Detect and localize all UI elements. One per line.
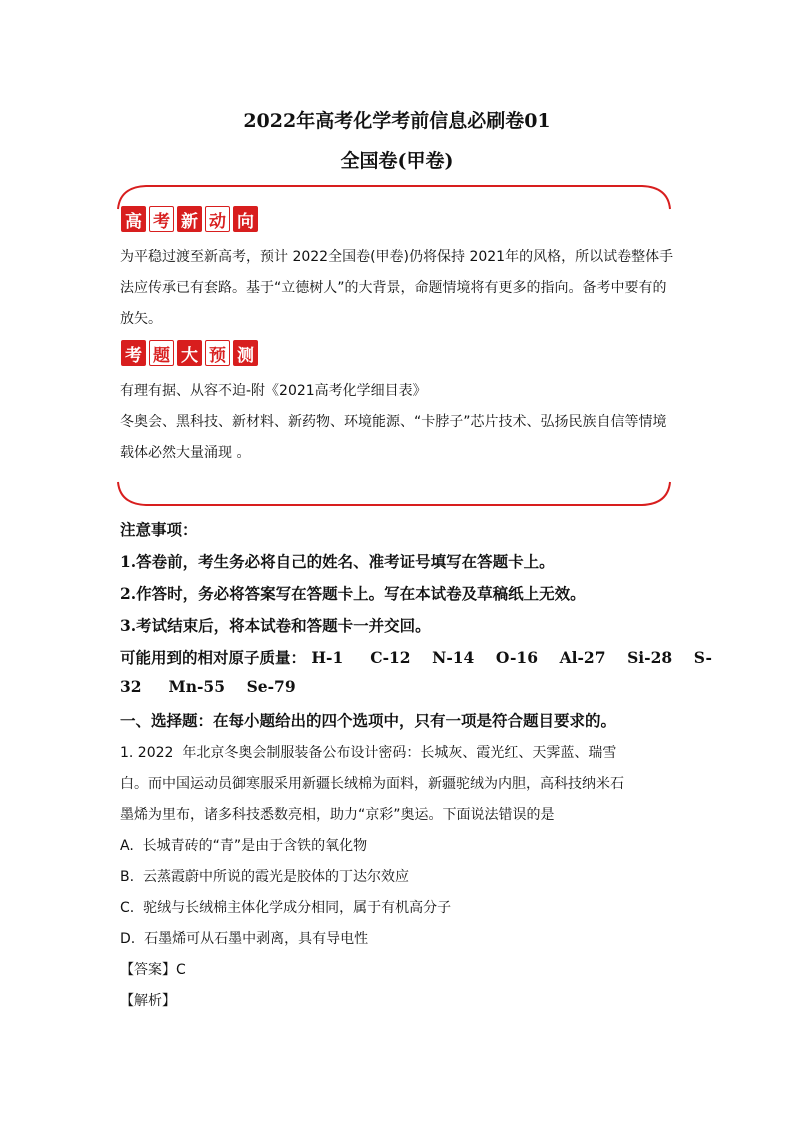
- question-stem-line: 白。而中国运动员御寒服采用新疆长绒棉为面料，新疆驼绒为内胆，高科技纳米石: [120, 776, 624, 792]
- tag-char: 高: [121, 206, 146, 232]
- answer-label: 【答案】C: [120, 962, 186, 978]
- tag-char: 测: [233, 340, 258, 366]
- section1-text: [120, 242, 676, 335]
- tag-char: 考: [121, 340, 146, 366]
- document-title: 2022年高考化学考前信息必刷卷01: [243, 110, 551, 132]
- notes-item: 3.考试结束后，将本试卷和答题卡一并交回。: [120, 616, 431, 635]
- document-subtitle: 全国卷(甲卷): [340, 150, 454, 172]
- analysis-label: 【解析】: [120, 993, 176, 1009]
- tag-gaokao-trend: [121, 206, 258, 232]
- section2-line: 冬奥会、黑科技、新材料、新药物、环境能源、“卡脖子”芯片技术、弘扬民族自信等情境: [120, 414, 667, 430]
- section2-line: 载体必然大量涌现 。: [120, 445, 251, 461]
- section1-line: 放矢。: [120, 311, 162, 327]
- atomic-mass-line: 32 Mn-55 Se-79: [120, 677, 296, 696]
- tag-exam-forecast: [121, 340, 258, 366]
- option-d: D. 石墨烯可从石墨中剥离，具有导电性: [120, 931, 369, 947]
- tag-char: 考: [149, 206, 174, 232]
- question-stem-line: 1. 2022 年北京冬奥会制服装备公布设计密码：长城灰、霞光红、天霁蓝、瑞雪: [120, 745, 617, 761]
- tag-char: 预: [205, 340, 230, 366]
- notes-heading: 注意事项：: [120, 520, 198, 539]
- tag-char: 向: [233, 206, 258, 232]
- notes-item: 2.作答时，务必将答案写在答题卡上。写在本试卷及草稿纸上无效。: [120, 584, 586, 603]
- part-heading: 一、选择题：在每小题给出的四个选项中，只有一项是符合题目要求的。: [120, 711, 617, 730]
- tag-char: 题: [149, 340, 174, 366]
- option-c: C. 驼绒与长绒棉主体化学成分相同，属于有机高分子: [120, 900, 452, 916]
- section1-line: 法应传承已有套路。基于“立德树人”的大背景，命题情境将有更多的指向。备考中要有的: [120, 280, 667, 296]
- tag-char: 大: [177, 340, 202, 366]
- tag-char: 动: [205, 206, 230, 232]
- section2-line: 有理有据、从容不迫-附《2021高考化学细目表》: [120, 383, 427, 399]
- option-b: B. 云蒸霞蔚中所说的霞光是胶体的丁达尔效应: [120, 869, 409, 885]
- atomic-mass-line: 可能用到的相对原子质量： H-1 C-12 N-14 O-16 Al-27 Si-28 S-: [120, 648, 712, 667]
- option-a: A. 长城青砖的“青”是由于含铁的氧化物: [120, 838, 368, 854]
- tag-char: 新: [177, 206, 202, 232]
- frame-bottom-decoration: [116, 478, 672, 508]
- notes-item: 1.答卷前，考生务必将自己的姓名、准考证号填写在答题卡上。: [120, 552, 555, 571]
- section2-text: [120, 376, 676, 469]
- section1-line: 为平稳过渡至新高考，预计 2022全国卷(甲卷)仍将保持 2021年的风格，所以试卷整体手: [120, 249, 674, 265]
- question-stem-line: 墨烯为里布，诸多科技悉数亮相，助力“京彩”奥运。下面说法错误的是: [120, 807, 555, 823]
